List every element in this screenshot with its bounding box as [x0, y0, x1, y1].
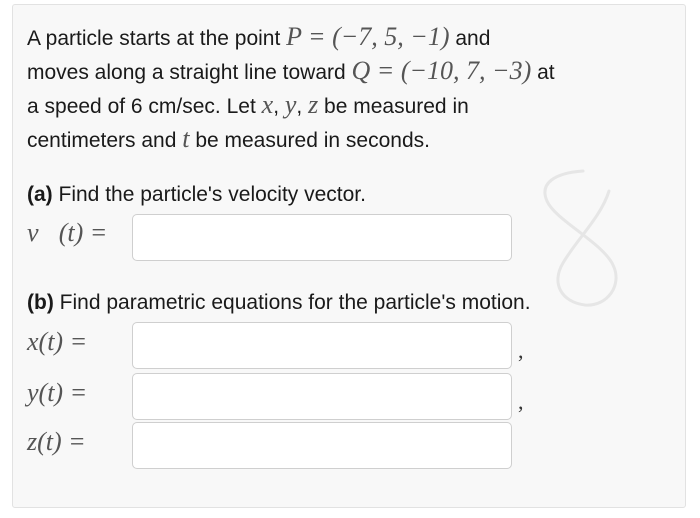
problem-line-3: [27, 88, 469, 124]
part-b-prompt: [27, 286, 531, 320]
point-p: P = (−7, 5, −1): [286, 22, 450, 51]
separator: ,: [273, 95, 285, 118]
problem-text: at: [531, 61, 555, 84]
velocity-label: v⃗(t) =: [27, 218, 108, 247]
problem-text: be measured in seconds.: [189, 129, 430, 152]
x-equation-input[interactable]: [132, 322, 512, 369]
y-equation-comma: ,: [518, 389, 524, 414]
var-z: z: [308, 90, 319, 119]
problem-line-1: [27, 20, 490, 56]
part-b-tag: (b): [27, 291, 54, 314]
handwritten-8-annotation: [525, 165, 635, 315]
part-a-text: Find the particle's velocity vector.: [52, 183, 366, 206]
y-equation-label: y(t) =: [27, 378, 88, 407]
problem-line-4: [27, 122, 430, 158]
problem-text: A particle starts at the point: [27, 27, 287, 50]
x-equation-comma: ,: [518, 338, 524, 363]
x-equation-label: x(t) =: [27, 327, 88, 356]
problem-line-2: [27, 54, 555, 90]
problem-text: and: [449, 27, 491, 50]
var-x: x: [261, 90, 274, 119]
problem-text: moves along a straight line toward: [27, 61, 352, 84]
z-equation-input[interactable]: [132, 422, 512, 469]
y-equation-input[interactable]: [132, 373, 512, 420]
part-a-tag: (a): [27, 183, 53, 206]
problem-text: centimeters and: [27, 129, 183, 152]
part-b-text: Find parametric equations for the particle's motion.: [53, 291, 531, 314]
part-a-prompt: [27, 178, 366, 212]
separator: ,: [296, 95, 309, 118]
problem-text: a speed of 6 cm/sec. Let: [27, 95, 262, 118]
z-equation-label: z(t) =: [27, 427, 86, 456]
problem-text: be measured in: [318, 95, 469, 118]
var-t: t: [182, 124, 190, 153]
velocity-answer-input[interactable]: [132, 214, 512, 261]
var-y: y: [284, 90, 297, 119]
point-q: Q = (−10, 7, −3): [351, 56, 532, 85]
